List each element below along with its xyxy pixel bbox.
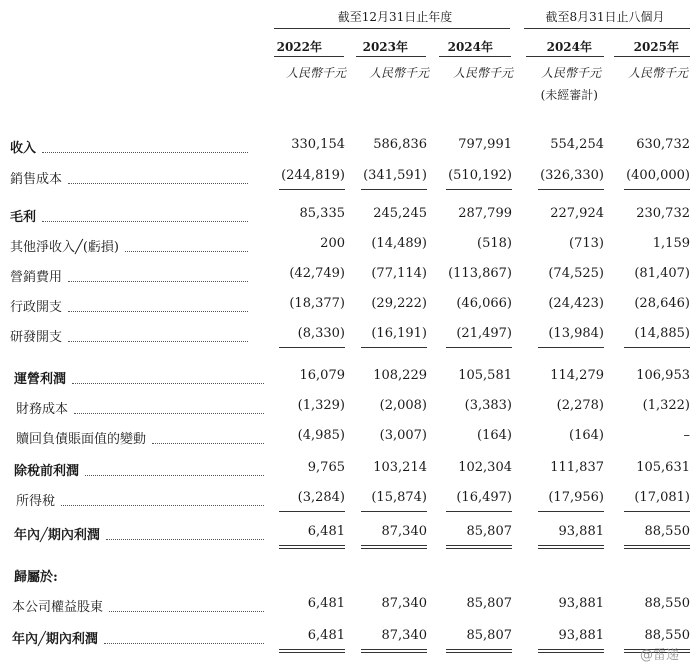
row-value: (77,114) xyxy=(371,266,427,281)
row-label: 年內╱期內利潤 xyxy=(12,632,98,647)
row-value: (28,646) xyxy=(634,296,690,311)
row-value: 93,881 xyxy=(558,596,604,611)
row-label: 其他淨收入╱(虧損) xyxy=(10,240,119,255)
row-value: (15,874) xyxy=(371,490,427,505)
leader-dots xyxy=(152,443,264,444)
leader-dots xyxy=(42,221,248,222)
single-underline xyxy=(446,511,512,512)
row-value: 16,079 xyxy=(299,368,345,383)
header-year-rule-4 xyxy=(526,56,604,57)
leader-dots xyxy=(109,611,264,612)
double-underline xyxy=(446,545,512,549)
row-value: 93,881 xyxy=(558,524,604,539)
row-label: 財務成本 xyxy=(16,402,69,417)
row-value: (4,985) xyxy=(297,428,345,443)
row-value: 797,991 xyxy=(458,137,512,152)
row-value: 88,550 xyxy=(644,596,690,611)
row-label: 銷售成本 xyxy=(10,172,63,187)
double-underline xyxy=(538,545,604,549)
row-value: 85,335 xyxy=(299,206,345,221)
row-value: (74,525) xyxy=(548,266,604,281)
header-year-3: 2024年 xyxy=(447,40,493,54)
row-value: (42,749) xyxy=(289,266,345,281)
row-value: (244,819) xyxy=(281,168,345,183)
row-value: (29,222) xyxy=(371,296,427,311)
row-label: 歸屬於: xyxy=(14,570,58,585)
row-value: 85,807 xyxy=(466,524,512,539)
leader-dots xyxy=(72,383,264,384)
leader-dots xyxy=(68,281,248,282)
double-underline xyxy=(624,545,690,549)
leader-dots xyxy=(106,539,264,540)
row-value: (3,284) xyxy=(297,490,345,505)
row-value: 245,245 xyxy=(373,206,427,221)
row-value: (14,885) xyxy=(634,326,690,341)
single-underline xyxy=(446,347,512,348)
row-label: 本公司權益股東 xyxy=(12,600,104,615)
row-value: 93,881 xyxy=(558,628,604,643)
row-value: 88,550 xyxy=(644,628,690,643)
row-value: (3,007) xyxy=(379,428,427,443)
row-value: (1,322) xyxy=(642,398,690,413)
single-underline xyxy=(624,347,690,348)
row-label: 年內╱期內利潤 xyxy=(14,528,100,543)
row-value: (2,278) xyxy=(556,398,604,413)
single-underline xyxy=(279,189,345,190)
row-value: (18,377) xyxy=(289,296,345,311)
single-underline xyxy=(538,347,604,348)
double-underline xyxy=(446,649,512,653)
row-value: (326,330) xyxy=(540,168,604,183)
header-year-5: 2025年 xyxy=(633,40,679,54)
row-value: 9,765 xyxy=(307,460,345,475)
row-value: 6,481 xyxy=(307,628,345,643)
header-year-rule-1 xyxy=(274,56,344,57)
row-value: 87,340 xyxy=(381,524,427,539)
row-label: 贖回負債賬面值的變動 xyxy=(16,432,147,447)
header-rule-eight-months xyxy=(524,28,690,29)
single-underline xyxy=(361,347,427,348)
row-value: 586,836 xyxy=(373,137,427,152)
row-value: (8,330) xyxy=(297,326,345,341)
row-label: 所得稅 xyxy=(16,494,56,509)
row-value: 6,481 xyxy=(307,596,345,611)
leader-dots xyxy=(42,152,248,153)
leader-dots xyxy=(104,643,264,644)
row-value: (81,407) xyxy=(634,266,690,281)
row-value: 87,340 xyxy=(381,628,427,643)
row-label: 收入 xyxy=(10,141,37,156)
row-value: (17,081) xyxy=(634,490,690,505)
single-underline xyxy=(279,511,345,512)
row-value: (400,000) xyxy=(626,168,690,183)
single-underline xyxy=(361,511,427,512)
single-underline xyxy=(538,511,604,512)
row-value: 85,807 xyxy=(466,628,512,643)
row-value: 554,254 xyxy=(550,137,604,152)
row-label: 研發開支 xyxy=(10,330,63,345)
row-value: (1,329) xyxy=(297,398,345,413)
row-value: 105,581 xyxy=(458,368,512,383)
row-value: (13,984) xyxy=(548,326,604,341)
header-unit-3: 人民幣千元 xyxy=(452,66,513,80)
row-value: (2,008) xyxy=(379,398,427,413)
row-label: 毛利 xyxy=(10,210,37,225)
row-value: 200 xyxy=(320,236,345,251)
single-underline xyxy=(446,189,512,190)
single-underline xyxy=(624,189,690,190)
header-year-rule-3 xyxy=(439,56,511,57)
row-value: 85,807 xyxy=(466,596,512,611)
watermark: @雷递 xyxy=(640,648,680,663)
row-value: 330,154 xyxy=(291,137,345,152)
row-value: (341,591) xyxy=(363,168,427,183)
row-value: (164) xyxy=(477,428,512,443)
leader-dots xyxy=(61,505,264,506)
row-value: 227,924 xyxy=(550,206,604,221)
row-label: 行政開支 xyxy=(10,300,63,315)
double-underline xyxy=(361,649,427,653)
header-group-full-year: 截至12月31日止年度 xyxy=(337,10,453,24)
single-underline xyxy=(361,189,427,190)
row-value: – xyxy=(683,428,690,443)
row-label: 除稅前利潤 xyxy=(14,464,80,479)
leader-dots xyxy=(68,341,248,342)
row-value: 87,340 xyxy=(381,596,427,611)
row-value: (510,192) xyxy=(448,168,512,183)
row-value: (3,383) xyxy=(464,398,512,413)
row-value: (518) xyxy=(477,236,512,251)
row-value: (14,489) xyxy=(371,236,427,251)
double-underline xyxy=(279,649,345,653)
row-value: (21,497) xyxy=(456,326,512,341)
row-label: 營銷費用 xyxy=(10,270,63,285)
single-underline xyxy=(279,347,345,348)
row-value: (16,497) xyxy=(456,490,512,505)
row-value: (17,956) xyxy=(548,490,604,505)
row-value: (16,191) xyxy=(371,326,427,341)
leader-dots xyxy=(85,475,264,476)
row-value: 230,732 xyxy=(636,206,690,221)
header-unit-4: 人民幣千元 xyxy=(540,66,601,80)
header-unaudited: (未經審計) xyxy=(540,88,598,102)
row-value: 102,304 xyxy=(458,460,512,475)
leader-dots xyxy=(68,311,248,312)
row-value: 114,279 xyxy=(550,368,604,383)
leader-dots xyxy=(125,251,248,252)
header-group-eight-months: 截至8月31日止八個月 xyxy=(545,10,665,24)
row-label: 運營利潤 xyxy=(14,372,67,387)
row-value: (713) xyxy=(569,236,604,251)
row-value: (113,867) xyxy=(448,266,512,281)
single-underline xyxy=(538,189,604,190)
header-unit-2: 人民幣千元 xyxy=(368,66,429,80)
header-year-4: 2024年 xyxy=(546,40,592,54)
row-value: 103,214 xyxy=(373,460,427,475)
leader-dots xyxy=(68,183,248,184)
row-value: 630,732 xyxy=(636,137,690,152)
row-value: 106,953 xyxy=(636,368,690,383)
row-value: 287,799 xyxy=(458,206,512,221)
header-year-2: 2023年 xyxy=(362,40,408,54)
double-underline xyxy=(361,545,427,549)
row-value: 88,550 xyxy=(644,524,690,539)
leader-dots xyxy=(74,413,264,414)
row-value: 105,631 xyxy=(636,460,690,475)
row-value: 108,229 xyxy=(373,368,427,383)
row-value: 6,481 xyxy=(307,524,345,539)
header-rule-full-year xyxy=(274,28,510,29)
header-unit-1: 人民幣千元 xyxy=(285,66,346,80)
header-unit-5: 人民幣千元 xyxy=(627,66,688,80)
single-underline xyxy=(624,511,690,512)
row-value: (46,066) xyxy=(456,296,512,311)
header-year-rule-5 xyxy=(614,56,690,57)
double-underline xyxy=(538,649,604,653)
header-year-1: 2022年 xyxy=(276,40,322,54)
row-value: (24,423) xyxy=(548,296,604,311)
row-value: (164) xyxy=(569,428,604,443)
double-underline xyxy=(279,545,345,549)
row-value: 1,159 xyxy=(652,236,690,251)
row-value: 111,837 xyxy=(550,460,604,475)
header-year-rule-2 xyxy=(356,56,426,57)
